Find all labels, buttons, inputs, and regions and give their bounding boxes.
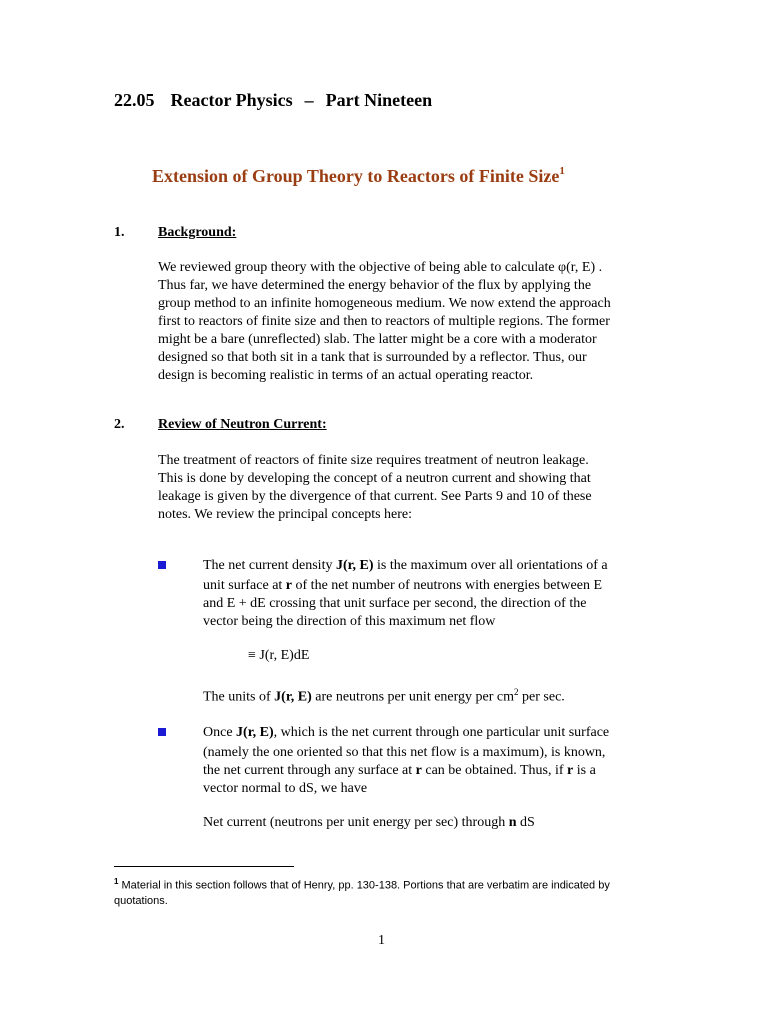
subtitle-text: Extension of Group Theory to Reactors of Finite Size [152,166,560,186]
page-number: 1 [378,933,385,948]
bullet-line: The net current density J(r, E) is the maximum over all orientations of a [203,558,608,573]
section-2-heading: Review of Neutron Current: [158,417,327,432]
section-subtitle [152,165,565,187]
document-title [114,90,432,111]
bullet-line: vector being the direction of this maximum net flow [203,614,496,629]
bullet-line: (namely the one oriented so that this net flow is a maximum), is known, [203,745,606,760]
bullet-marker [158,728,166,736]
section-1-heading: Background: [158,225,237,240]
part-label: Part Nineteen [325,90,433,110]
bullet-line: Once J(r, E), which is the net current through one particular unit surface [203,725,610,740]
course-number: 22.05 [114,90,155,110]
paragraph-line: We reviewed group theory with the objective of being able to calculate φ(r, E) . [158,260,603,275]
bullet-2-text [203,724,609,798]
section-1-paragraph [158,259,611,385]
units-line: The units of J(r, E) are neutrons per unit energy per $cm^2$ per sec. [203,687,565,705]
bullet-marker [158,561,166,569]
paragraph-line: Thus far, we have determined the energy behavior of the flux by applying the [158,278,592,293]
bullet-line: unit surface at r of the net number of neutrons with energies between E [203,578,602,593]
paragraph-line: design is becoming realistic in terms of an actual operating reactor. [158,368,534,383]
footnote-divider [114,866,294,867]
paragraph-line: leakage is given by the divergence of that current. See Parts 9 and 10 of these [158,489,592,504]
paragraph-line: might be a bare (unreflected) slab. The latter might be a core with a moderator [158,332,597,347]
net-current-line: Net current (neutrons per unit energy per sec) through n dS [203,815,535,830]
course-name: Reactor Physics [170,90,293,110]
paragraph-line: This is done by developing the concept of a neutron current and showing that [158,471,591,486]
bullet-line: and E + dE crossing that unit surface per second, the direction of the [203,596,587,611]
footnote-mark: 1 [114,877,119,886]
title-dash: – [304,90,314,110]
paragraph-line: group method to an infinite homogeneous medium. We now extend the approach [158,296,611,311]
footnote-text: quotations. [114,894,168,907]
bullet-1-text [203,557,608,631]
footnote [114,874,610,909]
footnote-text: Material in this section follows that of Henry, pp. 130-138. Portions that are verbatim are indicated by [118,879,610,892]
paragraph-line: designed so that both sit in a tank that is surrounded by a reflector. Thus, our [158,350,587,365]
section-1-number: 1. [114,225,125,240]
bullet-line: the net current through any surface at r can be obtained. Thus, if r is a [203,763,596,778]
current-density-symbol: J(r, E) [335,558,374,573]
bullet-line: vector normal to dS, we have [203,781,368,796]
paragraph-line: first to reactors of finite size and then to reactors of multiple regions. The former [158,314,610,329]
equation-line: ≡ J(r, E)dE [248,648,310,663]
paragraph-line: notes. We review the principal concepts here: [158,507,413,522]
paragraph-line: The treatment of reactors of finite size requires treatment of neutron leakage. [158,453,589,468]
subtitle-footnote-mark: 1 [559,165,565,177]
section-2-number: 2. [114,417,125,432]
section-2-paragraph [158,452,592,524]
